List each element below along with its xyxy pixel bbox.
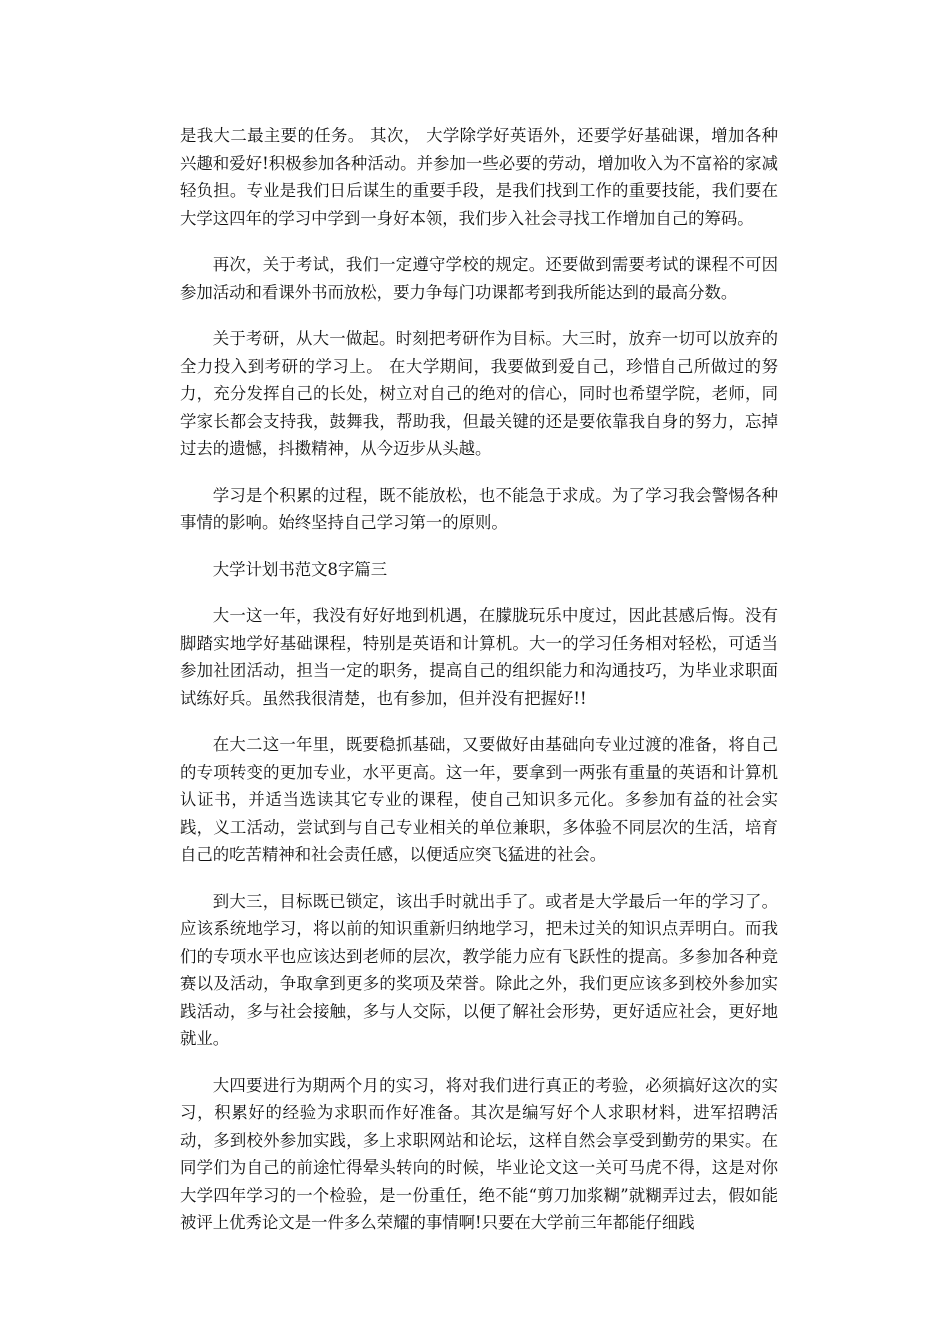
document-page (180, 122, 778, 1256)
paragraph-learning-process: 学习是个积累的过程，既不能放松，也不能急于求成。为了学习我会警惕各种事情的影响。始终坚持自己学习第一的原则。 (180, 485, 778, 532)
paragraph-sophomore-year: 在大二这一年里，既要稳抓基础，又要做好由基础向专业过渡的准备，将自己的专项转变的更加专业，水平更高。这一年，要拿到一两张有重量的英语和计算机认证书，并适当选读其它专业的课程，使自己知识多元化。多参加有益的社会实践，义工活动，尝试到与自己专业相关的单位兼职，多体验不同层次的生活，培育自己的吃苦精神和社会责任感，以便适应突飞猛进的社会。 (180, 735, 778, 864)
paragraph-junior-year: 到大三，目标既已锁定，该出手时就出手了。或者是大学最后一年的学习了。应该系统地学习，将以前的知识重新归纳地学习，把未过关的知识点弄明白。而我们的专项水平也应该达到老师的层次，教学能力应有飞跃性的提高。多参加各种竞赛以及活动，争取拿到更多的奖项及荣誉。除此之外，我们更应该多到校外参加实践活动，多与社会接触，多与人交际，以便了解社会形势，更好适应社会，更好地就业。 (180, 891, 778, 1048)
paragraph-postgraduate: 关于考研，从大一做起。时刻把考研作为目标。大三时，放弃一切可以放弃的全力投入到考研的学习上。 在大学期间，我要做到爱自己，珍惜自己所做过的努力，充分发挥自己的长处，树立对自己的绝对的信心，同时也希望学院，老师，同学家长都会支持我，鼓舞我，帮助我，但最关键的还是要依靠我自身的努力，忘掉过去的遗憾，抖擞精神，从今迈步从头越。 (180, 329, 778, 458)
paragraph-senior-year: 大四要进行为期两个月的实习，将对我们进行真正的考验，必须搞好这次的实习，积累好的经验为求职而作好准备。其次是编写好个人求职材料，进军招聘活动，多到校外参加实践，多上求职网站和论坛，这样自然会享受到勤劳的果实。在同学们为自己的前途忙得晕头转向的时候，毕业论文这一关可马虎不得，这是对你大学四年学习的一个检验，是一份重任，绝不能“剪刀加浆糊”就糊弄过去，假如能被评上优秀论文是一件多么荣耀的事情啊!只要在大学前三年都能仔细践 (180, 1075, 778, 1232)
paragraph-freshman-year: 大一这一年，我没有好好地到机遇，在朦胧玩乐中度过，因此甚感后悔。没有脚踏实地学好基础课程，特别是英语和计算机。大一的学习任务相对轻松，可适当参加社团活动，担当一定的职务，提高自己的组织能力和沟通技巧，为毕业求职面试练好兵。虽然我很清楚，也有参加，但并没有把握好!! (180, 606, 778, 708)
paragraph-continuation: 是我大二最主要的任务。 其次， 大学除学好英语外，还要学好基础课，增加各种兴趣和爱好!积极参加各种活动。并参加一些必要的劳动，增加收入为不富裕的家减轻负担。专业是我们日后谋生的重要手段，是我们找到工作的重要技能，我们要在大学这四年的学习中学到一身好本领，我们步入社会寻找工作增加自己的筹码。 (180, 126, 778, 228)
paragraph-exams: 再次，关于考试，我们一定遵守学校的规定。还要做到需要考试的课程不可因参加活动和看课外书而放松，要力争每门功课都考到我所能达到的最高分数。 (180, 255, 778, 302)
section-heading: 大学计划书范文8字篇三 (212, 559, 388, 579)
